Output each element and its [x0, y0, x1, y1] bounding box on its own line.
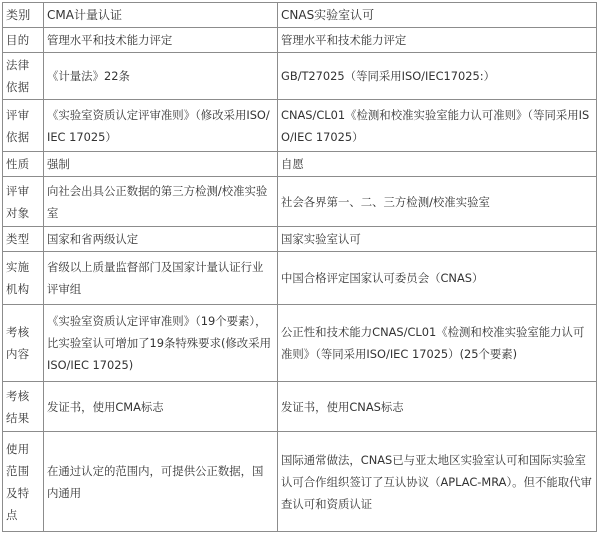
row-category: 考核内容 [3, 305, 44, 382]
table-row [3, 28, 597, 53]
row-cnas-cell: 公正性和技术能力CNAS/CL01《检测和校准实验室能力认可准则》（等同采用ISO/IEC 17025）(25个要素) [278, 305, 597, 382]
header-cma: CMA计量认证 [44, 3, 278, 28]
row-category: 性质 [3, 152, 44, 177]
row-category: 目的 [3, 28, 44, 53]
row-category: 考核结果 [3, 382, 44, 432]
table-row [3, 382, 597, 432]
row-cnas-cell: GB/T27025（等同采用ISO/IEC17025:） [278, 53, 597, 100]
table-row [3, 432, 597, 532]
row-cnas-cell: 管理水平和技术能力评定 [278, 28, 597, 53]
row-category: 评审依据 [3, 100, 44, 152]
row-cma-cell: 《实验室资质认定评审准则》（19个要素），比实验室认可增加了19条特殊要求(修改采用ISO/IEC 17025) [44, 305, 278, 382]
table-header-row [3, 3, 597, 28]
row-category: 评审对象 [3, 177, 44, 227]
row-cnas-cell: 发证书，使用CNAS标志 [278, 382, 597, 432]
row-cnas-cell: 国际通常做法，CNAS已与亚太地区实验室认可和国际实验室认可合作组织签订了互认协议（APLAC-MRA）。但不能取代审查认可和资质认证 [278, 432, 597, 532]
row-cnas-cell: 社会各界第一、二、三方检测/校准实验室 [278, 177, 597, 227]
header-cnas: CNAS实验室认可 [278, 3, 597, 28]
row-category: 使用范围及特点 [3, 432, 44, 532]
row-cnas-cell: 国家实验室认可 [278, 227, 597, 252]
row-cnas-cell: CNAS/CL01《检测和校准实验室能力认可准则》（等同采用ISO/IEC 17025） [278, 100, 597, 152]
comparison-table-wrapper [2, 2, 596, 532]
table-row [3, 100, 597, 152]
header-category: 类别 [3, 3, 44, 28]
row-cma-cell: 省级以上质量监督部门及国家计量认证行业评审组 [44, 252, 278, 305]
row-cma-cell: 强制 [44, 152, 278, 177]
row-cma-cell: 国家和省两级认定 [44, 227, 278, 252]
row-cma-cell: 管理水平和技术能力评定 [44, 28, 278, 53]
row-cma-cell: 《计量法》22条 [44, 53, 278, 100]
table-row [3, 227, 597, 252]
comparison-table [2, 2, 597, 532]
table-row [3, 305, 597, 382]
table-row [3, 177, 597, 227]
table-row [3, 252, 597, 305]
row-cma-cell: 向社会出具公正数据的第三方检测/校准实验室 [44, 177, 278, 227]
row-cma-cell: 在通过认定的范围内，可提供公正数据，国内通用 [44, 432, 278, 532]
row-category: 法律依据 [3, 53, 44, 100]
row-category: 实施机构 [3, 252, 44, 305]
row-cma-cell: 《实验室资质认定评审准则》（修改采用ISO/IEC 17025） [44, 100, 278, 152]
table-row [3, 152, 597, 177]
row-category: 类型 [3, 227, 44, 252]
row-cnas-cell: 自愿 [278, 152, 597, 177]
row-cnas-cell: 中国合格评定国家认可委员会（CNAS） [278, 252, 597, 305]
table-row [3, 53, 597, 100]
row-cma-cell: 发证书，使用CMA标志 [44, 382, 278, 432]
